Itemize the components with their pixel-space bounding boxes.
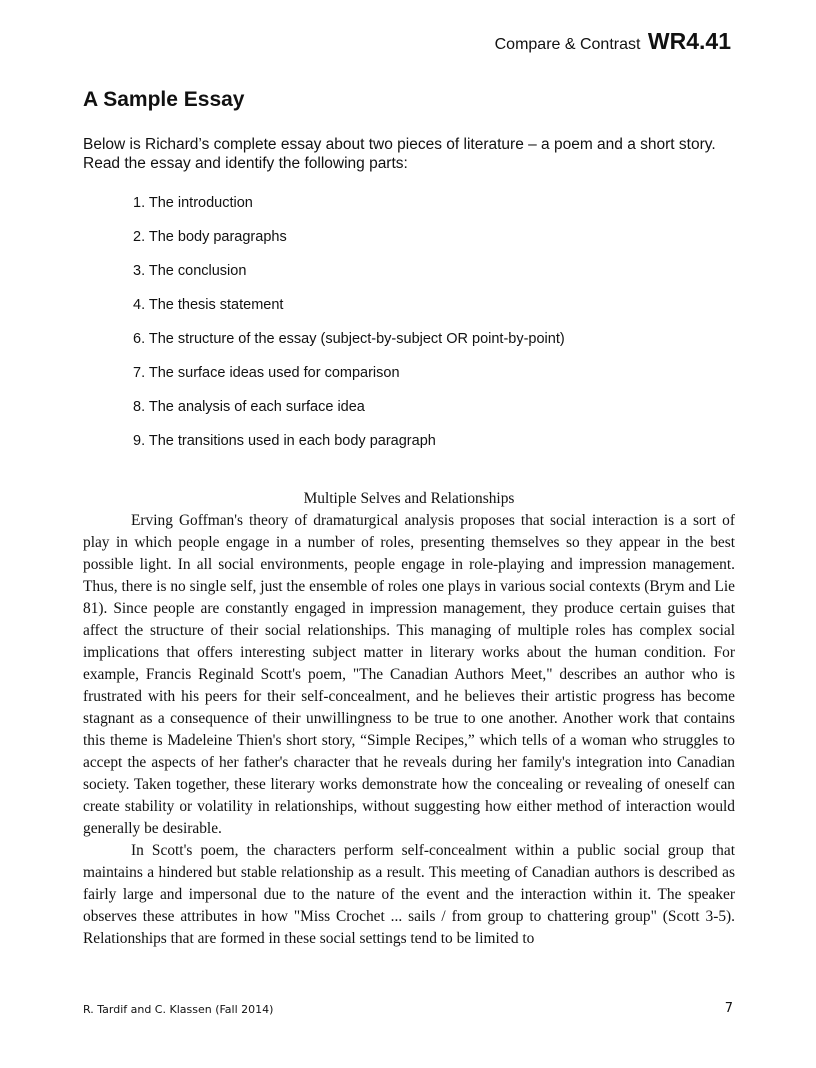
list-item: 4. The thesis statement <box>133 297 284 313</box>
intro-paragraph: Below is Richard’s complete essay about two pieces of literature – a poem and a short story. Read the essay and identify the following parts: <box>83 136 716 172</box>
page-header <box>495 28 731 55</box>
list-item: 7. The surface ideas used for comparison <box>133 365 400 381</box>
essay-title: Multiple Selves and Relationships <box>303 490 515 507</box>
footer-authors: R. Tardif and C. Klassen (Fall 2014) <box>83 1003 274 1016</box>
list-item: 2. The body paragraphs <box>133 229 287 245</box>
essay-paragraph: Erving Goffman's theory of dramaturgical analysis proposes that social interaction is a sort of play in which people engage in a number of roles, presenting themselves so they appear in the best possible light. In all social environments, people engage in role-playing and impression management. Thus, there is no single self, just the ensemble of roles one plays in various social contexts (Brym and Lie 81). Since people are constantly engaged in impression management, they produce certain guises that affect the structure of their social relationships. This managing of multiple roles has complex social implications that offers interesting subject matter in literary works about the human condition. For example, Francis Reginald Scott's poem, "The Canadian Authors Meet," describes an author who is frustrated with his peers for their self-concealment, and he believes their artistic progress has become stagnant as a consequence of their unwillingness to be true to one another. Another work that contains this theme is Madeleine Thien's short story, “Simple Recipes,” which tells of a woman who struggles to accept the aspects of her father's character that he reveals during her family's integration into Canadian society. Taken together, these literary works demonstrate how the concealing or revealing of oneself can create stability or volatility in relationships, without suggesting how either method of interaction would generally be desirable. <box>83 512 735 837</box>
header-subject: Compare & Contrast <box>494 36 641 53</box>
header-code: WR4.41 <box>647 28 731 54</box>
list-item: 6. The structure of the essay (subject-by-subject OR point-by-point) <box>133 331 565 347</box>
page-number: 7 <box>724 1001 733 1016</box>
list-item: 9. The transitions used in each body paragraph <box>133 433 436 449</box>
essay-paragraph: In Scott's poem, the characters perform self-concealment within a public social group that maintains a hindered but stable relationship as a result. This meeting of Canadian authors is described as fairly large and impersonal due to the nature of the event and the interaction within it. The speaker observes these attributes in how "Miss Crochet ... sails / from group to chattering group" (Scott 3-5). Relationships that are formed in these social settings tend to be limited to <box>83 842 735 947</box>
list-item: 1. The introduction <box>133 195 253 211</box>
page-title: A Sample Essay <box>83 88 245 111</box>
parts-list <box>133 193 565 465</box>
list-item: 3. The conclusion <box>133 263 247 279</box>
sample-essay <box>83 488 735 950</box>
list-item: 8. The analysis of each surface idea <box>133 399 365 415</box>
